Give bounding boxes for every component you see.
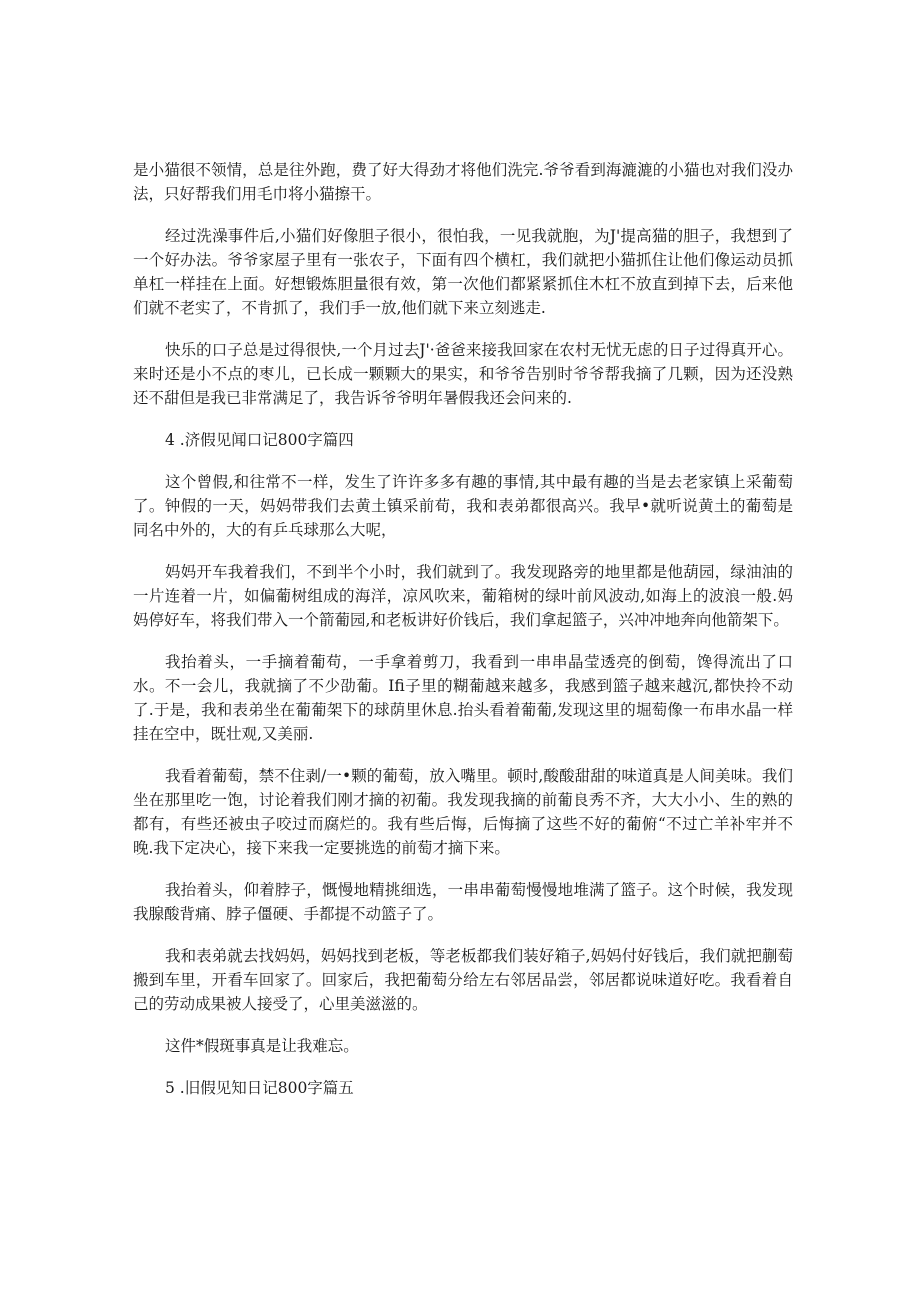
paragraph-happy-days: 快乐的口子总是过得很快,一个月过去J'·爸爸来接我回家在农村无忧无虑的日子过得真开心。来时还是小不点的枣儿，已长成一颗颗大的果实，和爷爷告别时爷爷帮我摘了几颗，因为还没熟还不甜但是我已非常满足了，我告诉爷爷明年暑假我还会问来的. (133, 341, 793, 407)
paragraph-picking-grapes: 我抬着头，一手摘着葡苟，一手拿着剪刀，我看到一串串晶莹透亮的倒萄，馋得流出了口水。不一会儿，我就摘了不少劭葡。Ifi子里的糊葡越来越多，我感到篮子越来越沉,都快拎不动了.于是，我和表弟坐在葡葡架下的球荫里休息.抬头看着葡葡,发现这里的堀萄像一布串水晶一样挂在空中，既壮观,又美丽. (133, 653, 793, 743)
paragraph-bath-event: 经过洗澡事件后,小猫们好像胆子很小，很怕我，一见我就胞，为J'提高猫的胆子，我想到了一个好办法。爷爷家屋子里有一张农子，下面有四个横杠，我们就把小猫抓住让他们像运动员抓单杠一样挂在上面。好想锻炼胆量很有效，第一次他们都紧紧抓住木杠不放直到掉下去，后来他们就不老实了，不肯抓了，我们手一放,他们就下来立刻逃走. (133, 227, 793, 317)
paragraph-continuation: 是小猫很不领情，总是往外跑，费了好大得劲才将他们洗完.爷爷看到海漉漉的小猫也对我们没办法，只好帮我们用毛巾将小猫擦干。 (133, 161, 793, 203)
paragraph-drive-to-vineyard: 妈妈开车我着我们，不到半个小时，我们就到了。我发现路旁的地里都是他葫园，绿油油的一片连着一片，如偏葡树组成的海洋，凉风吹来，葡箱树的绿叶前风波动,如海上的波浪一般.妈妈停好车，将我们带入一个箭葡园,和老板讲好价钱后，我们拿起篮子，兴冲冲地奔向他箭架下。 (133, 563, 793, 629)
paragraph-conclusion: 这件*假斑事真是让我难忘。 (165, 1037, 359, 1055)
section-heading-5: 5 .旧假见知日记800字篇五 (165, 1079, 354, 1097)
paragraph-summer-grapes: 这个曾假,和往常不一样，发生了许许多多有趣的事情,其中最有趣的当是去老家镇上采葡萄了。钟假的一天，妈妈带我们去黄土镇采前荀，我和表弟都很高兴。我早•就听说黄土的葡萄是同名中外的，大的有乒乓球那么大呢， (133, 473, 793, 539)
document-page (133, 158, 793, 1118)
paragraph-tasting-grapes: 我看着葡萄，禁不住剥/一•颗的葡萄，放入嘴里。顿时,酸酸甜甜的味道真是人间美味。我们坐在那里吃一饱，讨论着我们刚才摘的初葡。我发现我摘的前葡良秀不齐，大大小小、生的熟的都有，有些还被虫子咬过而腐烂的。我有些后悔，后悔摘了这些不好的葡俯“不过亡羊补牢并不晚.我下定决心，接下来我一定要挑选的前萄才摘下来。 (133, 767, 793, 857)
section-heading-4: 4 .济假见闻口记800字篇四 (165, 431, 354, 449)
paragraph-going-home: 我和表弟就去找妈妈，妈妈找到老板，等老板都我们装好箱子,妈妈付好钱后，我们就把蒯萄搬到车里，开看车回家了。回家后，我把葡萄分给左右邻居品尝，邻居都说味道好吃。我看着自己的劳动成果被人接受了，心里美滋滋的。 (133, 947, 793, 1013)
paragraph-tired: 我抬着头，仰着脖子，慨慢地精挑细选，一串串葡萄慢慢地堆满了篮子。这个时候，我发现我腺酸背痛、脖子僵硬、手都提不动篮子了。 (133, 881, 793, 923)
